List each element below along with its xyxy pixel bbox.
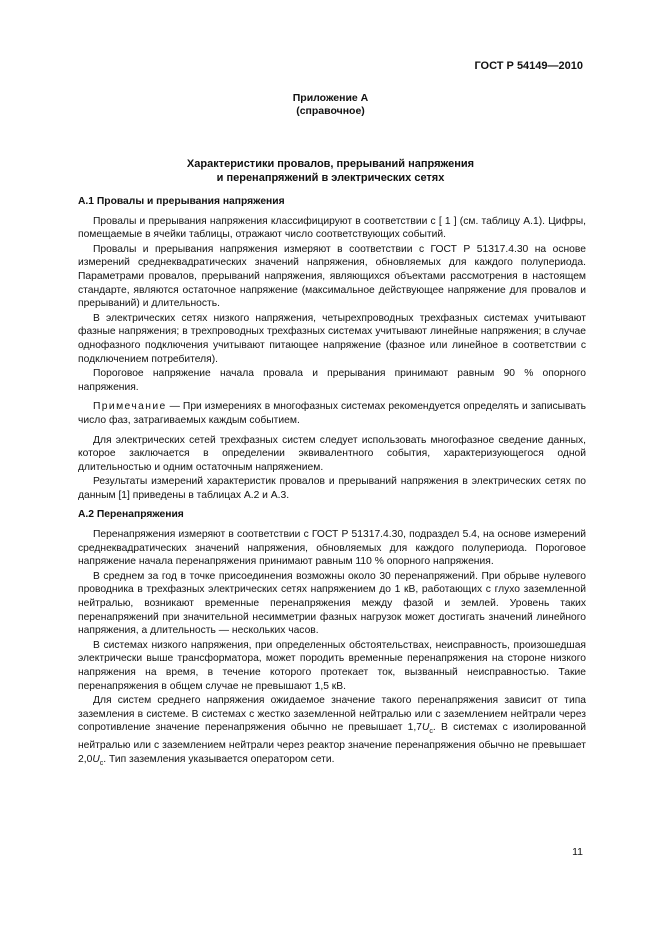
note — [78, 400, 586, 427]
paragraph: В системах низкого напряжения, при определенных обстоятельствах, неисправность, произошедшая электрически выше трансформатора, может породить временные перенапряжения на стороне низкого напряжения на время, в течение которого протекает ток, вызванный неисправностью. Такие перенапряжения в общем случае не превышают 1,5 кВ. — [78, 639, 586, 692]
section-heading-a2: А.2 Перенапряжения — [78, 509, 184, 521]
paragraph: В электрических сетях низкого напряжения, четырехпроводных трехфазных системах учитывают фазные напряжения; в трехпроводных трехфазных системах учитывают линейные напряжения; в случае однофазного подключения учитывают питающее напряжение (фазное или линейное в соответствии с подключением потребителя). — [78, 312, 586, 365]
symbol-u: U — [421, 722, 430, 734]
title-line-2: и перенапряжений в электрических сетях — [216, 172, 445, 184]
section-heading-a1: А.1 Провалы и прерывания напряжения — [78, 196, 285, 207]
subscript-c: c — [429, 728, 433, 736]
appendix-title — [0, 157, 661, 185]
paragraph: Для электрических сетей трехфазных систем следует использовать многофазное сведение данных, которое заключается в определении эквивалентного события, характеризующегося одной длительностью и одним остаточным напряжением. — [78, 434, 586, 473]
standard-code: ГОСТ Р 54149—2010 — [474, 60, 583, 72]
subscript-c: c — [99, 759, 104, 767]
page-number: 11 — [572, 846, 583, 858]
paragraph: Результаты измерений характеристик провалов и прерываний напряжения в электрических сетях по данным [1] приведены в таблицах А.2 и А.3. — [78, 476, 586, 501]
title-line-1: Характеристики провалов, прерываний напряжения — [186, 158, 475, 170]
appendix-label: Приложение А — [292, 92, 369, 104]
document-body — [78, 195, 586, 771]
paragraph: В среднем за год в точке присоединения возможны около 30 перенапряжений. При обрыве нулевого проводника в трехфазных электрических сетях напряжением до 1 кВ, работающих с глухо заземленной нейтралью, возникают временные перенапряжения между фазой и землей. Уровень таких перенапряжений при значительной несимметрии фазных нагрузок может достигать значений линейного напряжения, а длительность — нескольких часов. — [78, 570, 586, 637]
text-run: Для систем среднего напряжения ожидаемое значение такого перенапряжения зависит от типа заземления в системе. В системах с жестко заземленной нейтралью или с заземлением нейтрали через сопротивление значение перенапряжения обычно не превышает 1,7 — [78, 695, 586, 734]
paragraph: Перенапряжения измеряют в соответствии с ГОСТ Р 51317.4.30, подраздел 5.4, на основе измерений среднеквадратических значений напряжения, обновляемых для каждого полупериода. Пороговое напряжение начала перенапряжения принимают равным 110 % опорного напряжения. — [78, 529, 586, 568]
paragraph: Провалы и прерывания напряжения измеряют в соответствии с ГОСТ Р 51317.4.30 на основе измерений среднеквадратических значений напряжения, обновляемых для каждого полупериода. Параметрами провалов, прерываний напряжения, являющихся объектами рассмотрения в настоящем стандарте, являются остаточное напряжение (максимальное действующее напряжение для провалов и прерываний) и длительность. — [78, 243, 586, 310]
symbol-u: U — [92, 753, 100, 765]
note-label: Примечание — [93, 401, 167, 413]
paragraph-last — [78, 694, 586, 770]
appendix-kind: (справочное) — [296, 105, 365, 117]
text-run: . Тип заземления указывается оператором сети. — [103, 753, 335, 765]
note-text: — При измерениях в многофазных системах рекомендуется определять и записывать число фаз, затрагиваемых каждым событием. — [78, 401, 586, 426]
paragraph: Провалы и прерывания напряжения классифицируют в соответствии с [ 1 ] (см. таблицу А.1). Цифры, помещаемые в ячейки таблицы, отражают число соответствующих событий. — [78, 215, 586, 241]
appendix-header — [0, 92, 661, 118]
paragraph: Пороговое напряжение начала провала и прерывания принимают равным 90 % опорного напряжения. — [78, 368, 586, 393]
text-run: . В системах с изолированной нейтралью или с заземлением нейтрали через реактор значение перенапряжения обычно не превышает 2,0 — [78, 722, 586, 765]
